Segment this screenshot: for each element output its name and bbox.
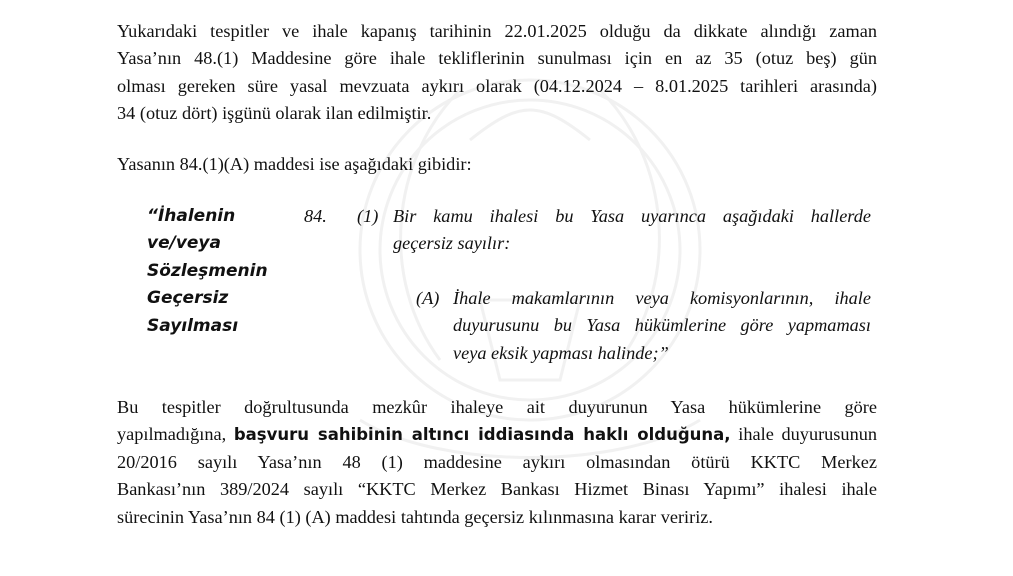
subclause-line: duyurusunu bu Yasa hükümlerine göre yapmaması <box>453 315 871 336</box>
heading-line: “İhalenin <box>147 206 236 226</box>
paragraph-line: Yasanın 84.(1)(A) maddesi ise aşağıdaki gibidir: <box>117 154 472 174</box>
bold-finding: başvuru sahibinin altıncı iddiasında haklı olduğuna, <box>233 425 731 445</box>
paragraph-line: Bu tespitler doğrultusunda mezkûr ihaleye ait duyurunun Yasa hükümlerine göre <box>117 397 877 417</box>
subclause-text <box>453 285 871 367</box>
article-heading <box>147 203 287 340</box>
heading-line: Geçersiz <box>147 288 229 309</box>
clause-text <box>393 203 871 258</box>
text-run: ihale duyurusunun <box>730 424 877 445</box>
paragraph-law-intro <box>117 151 877 178</box>
article-number: 84. <box>304 206 327 226</box>
paragraph-line: olması gereken süre yasal mevzuata aykırı olarak (04.12.2024 – 8.01.2025 tarihleri arasında) <box>117 75 877 96</box>
paragraph-line: Yasa’nın 48.(1) Maddesine göre ihale tekliflerinin sunulması için en az 35 (otuz beş) gün <box>117 48 877 69</box>
text-run: yapılmadığına, <box>117 424 234 445</box>
clause-label: (1) <box>357 206 379 226</box>
heading-line: Sayılması <box>147 315 239 336</box>
subclause-label: (A) <box>416 288 440 308</box>
paragraph-line: sürecinin Yasa’nın 84 (1) (A) maddesi tahtında geçersiz kılınmasına karar veririz. <box>117 506 713 527</box>
paragraph-line: 20/2016 sayılı Yasa’nın 48 (1) maddesine aykırı olmasından ötürü KKTC Merkez <box>117 451 877 472</box>
paragraph-decision <box>117 394 877 531</box>
paragraph-intro <box>117 18 877 128</box>
paragraph-line: Bankası’nın 389/2024 sayılı “KKTC Merkez Bankası Hizmet Binası Yapımı” ihalesi ihale <box>117 479 877 500</box>
subclause-line: veya eksik yapması halinde;” <box>453 342 669 363</box>
clause-line: geçersiz sayılır: <box>393 233 511 254</box>
heading-line: ve/veya <box>147 233 221 254</box>
subclause-line: İhale makamlarının veya komisyonlarının, ihale <box>453 288 871 308</box>
paragraph-line: 34 (otuz dört) işgünü olarak ilan edilmiştir. <box>117 103 432 124</box>
heading-line: Sözleşmenin <box>147 260 268 281</box>
paragraph-line: Yukarıdaki tespitler ve ihale kapanış tarihinin 22.01.2025 olduğu da dikkate alındığı zaman <box>117 21 877 41</box>
paragraph-line-mixed <box>117 421 877 448</box>
clause-line: Bir kamu ihalesi bu Yasa uyarınca aşağıdaki hallerde <box>393 206 871 226</box>
